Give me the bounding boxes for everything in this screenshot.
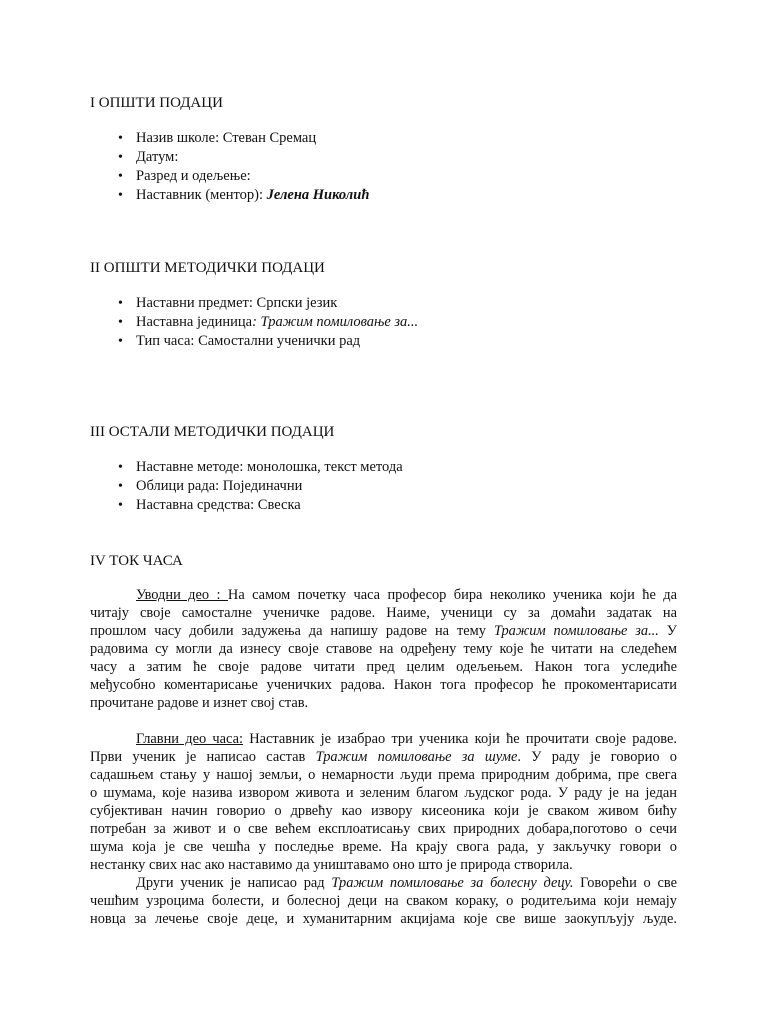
list-item-subject: • Наставни предмет: Српски језик [118,294,418,313]
section-heading-general-data: I ОПШТИ ПОДАЦИ [90,95,223,111]
methodical-data-list [118,294,418,351]
list-item-teaching-methods: • Наставне методе: монолошка, текст метода [118,458,403,477]
section-heading-other-data: III ОСТАЛИ МЕТОДИЧКИ ПОДАЦИ [90,424,335,440]
intro-title: Уводни део : [136,587,228,603]
other-data-list [118,458,403,515]
second-student-paragraph: Други ученик је написао рад Тражим помиловање за болесну децу. Говорећи о све чешћим узроцима болести, и болесној деци на сваком кораку, о родитељима који немају новца за лечење своје деце, и хуманитарним акцијама које све више заокупљују људе. [90,875,677,927]
main-part-title: Главни део часа: [136,731,243,747]
list-item-work-forms: • Облици рада: Појединачни [118,477,403,496]
section-heading-lesson-flow: IV ТОК ЧАСА [90,553,183,569]
list-item-date: • Датум: [118,148,369,167]
list-item-lesson-type: • Тип часа: Самостални ученички рад [118,332,418,351]
list-item-teacher-mentor: • Наставник (ментор): Јелена Николић [118,186,369,205]
list-item-teaching-unit: • Наставна јединица: Тражим помиловање за... [118,313,418,332]
list-item-school-name: • Назив школе: Стеван Сремац [118,129,369,148]
main-part-paragraph: Главни део часа: Наставник је изабрао три ученика који ће прочитати своје радове. Први ученик је написао састав Тражим помиловање за шуме. У раду је говорио о садашњем стању у нашој земљи, о немарности људи према природним добрима, пре свега о шумама, које назива извором живота и зеленим благом људског рода. У раду је на један субјективан начин говорио о дрвећу као извору кисеоника који је сваком живом бићу потребан за живот и о све већем експлоатисању свих природних добара,поготово о сечи шума која је све чешћа у последње време. На крају свога рада, у закључку говори о нестанку свих нас ако наставимо да уништавамо оно што је природа створила. [90,731,677,873]
intro-paragraph: Уводни део : На самом почетку часа професор бира неколико ученика који ће да читају своје самосталне ученичке радове. Наиме, ученици су за домаћи задатак на прошлом часу добили задужења да напишу радове на тему Тражим помиловање за... У радовима су могли да изнесу своје ставове на одређену тему које ће читати на следећем часу а затим ће своје радове читати пред целим одељењем. Након тога уследиће међусобно коментарисање ученичких радова. Након тога професор ће прокоментарисати прочитане радове и изнет свој став. [90,587,677,711]
list-item-teaching-aids: • Наставна средства: Свеска [118,496,403,515]
general-data-list [118,129,369,205]
list-item-grade-class: • Разред и одељење: [118,167,369,186]
section-heading-methodical-data: II ОПШТИ МЕТОДИЧКИ ПОДАЦИ [90,260,325,276]
